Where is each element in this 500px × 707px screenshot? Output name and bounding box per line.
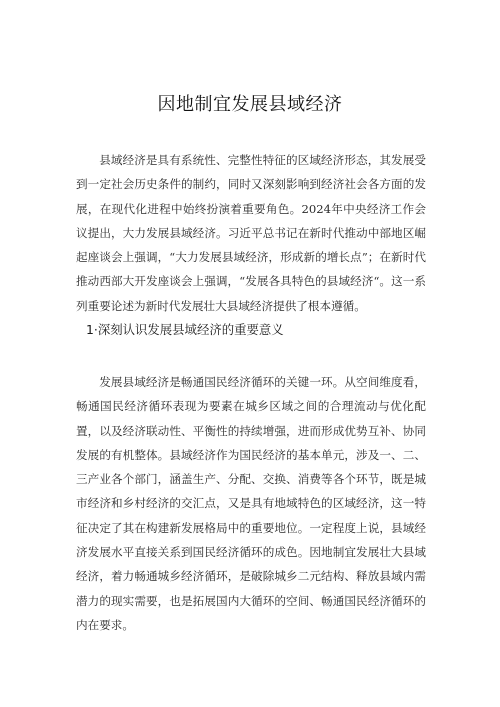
section-paragraph: 发展县域经济是畅通国民经济循环的关键一环。从空间维度看，畅通国民经济循环表现为要素在城乡区域之间的合理流动与优化配置，以及经济联动性、平衡性的持续增强，进而形成优势互补、协同发展的有机整体。县域经济作为国民经济的基本单元，涉及一、二、三产业各个部门，涵盖生产、分配、交换、消费等各个环节，既是城市经济和乡村经济的交汇点，又是具有地域特色的区域经济，这一特征决定了其在构建新发展格局中的重要地位。一定程度上说，县域经济发展水平直接关系到国民经济循环的成色。因地制宜发展壮大县域经济，着力畅通城乡经济循环，是破除城乡二元结构、释放县域内需潜力的现实需要，也是拓展国内大循环的空间、畅通国民经济循环的内在要求。 xyxy=(76,375,426,632)
intro-paragraph: 县域经济是具有系统性、完整性特征的区域经济形态，其发展受到一定社会历史条件的制约，同时又深刻影响到经济社会各方面的发展，在现代化进程中始终扮演着重要角色。2024年中央经济工作会议提出，大力发展县域经济。习近平总书记在新时代推动中部地区崛起座谈会上强调，“大力发展县域经济，形成新的增长点”；在新时代推动西部大开发座谈会上强调，“发展各具特色的县域经济“。这一系列重要论述为新时代发展壮大县域经济提供了根本遵循。 xyxy=(76,153,426,313)
section-heading: 1·深刻认识发展县域经济的重要意义 xyxy=(86,322,284,337)
document-title: 因地制宜发展县域经济 xyxy=(157,94,343,115)
